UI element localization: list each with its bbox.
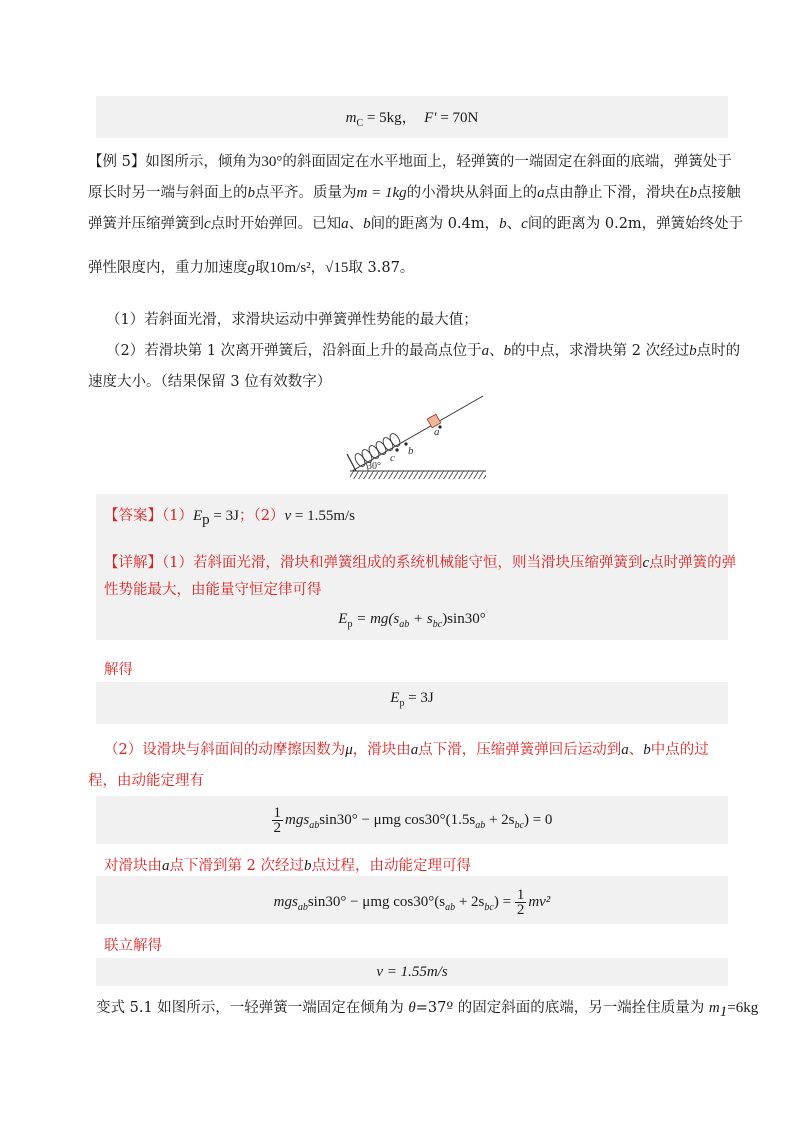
text: bc — [484, 901, 494, 913]
equation-4 — [96, 888, 728, 918]
equation-5 — [96, 962, 728, 982]
point-b: b — [503, 343, 512, 359]
detail-tag: 【详解】 — [104, 555, 162, 571]
point-b: b — [247, 185, 255, 201]
text: = mg(s — [356, 611, 400, 627]
example-line-4 — [88, 258, 414, 278]
point-a: a — [162, 858, 170, 874]
text: （2）设滑块与斜面间的动摩擦因数为 — [104, 742, 346, 758]
detail-line-3 — [104, 740, 709, 760]
mu-symbol: μ — [345, 742, 353, 758]
text: 中点的过 — [650, 742, 709, 758]
m1-symbol: m — [708, 1000, 720, 1016]
text: ，滑块由 — [352, 742, 411, 758]
ep-symbol: E — [192, 508, 203, 524]
text: 点接触 — [697, 185, 741, 201]
equation-2 — [96, 688, 728, 714]
text: 2 — [273, 820, 282, 836]
label-b: b — [408, 445, 414, 457]
angle-label: 30° — [367, 461, 381, 472]
text: E — [390, 690, 400, 706]
text: 弹性限度内，重力加速度 — [88, 260, 248, 276]
text: ) = — [493, 893, 515, 910]
text: 点时的 — [696, 343, 741, 359]
text: 性势能最大，由能量守恒定律可得 — [104, 582, 322, 598]
text: p — [399, 698, 405, 709]
text: （1）若斜面光滑，滑块和弹簧组成的系统机械能守恒，则当滑块压缩弹簧到 — [162, 555, 643, 571]
text: + 2s — [455, 893, 485, 910]
text: = 3J — [408, 690, 434, 706]
point-c: c — [521, 216, 528, 232]
text: 1 — [719, 1003, 728, 1020]
answer-tag: 【答案】 — [104, 508, 162, 524]
mass-symbol: m — [345, 110, 357, 126]
point-a: a — [537, 185, 545, 201]
text: mgs — [285, 811, 310, 828]
text: 点下滑，压缩弹簧弹回后运动到 — [418, 742, 622, 758]
angle-value: 30° — [261, 154, 283, 170]
text: bc — [514, 819, 524, 831]
question-1 — [106, 310, 478, 330]
text: ab — [309, 819, 320, 831]
text: 取 — [255, 260, 270, 276]
gravity-value: 10m/s² — [269, 260, 311, 276]
dot-c — [395, 448, 398, 451]
m1-value: =6kg — [727, 1000, 759, 1016]
text: + 2s — [485, 811, 515, 828]
text: 取 3.87。 — [348, 260, 415, 276]
point-b: b — [303, 858, 312, 874]
text: 1 — [273, 805, 282, 821]
label-c: c — [390, 452, 395, 464]
v-value: = 1.55m/s — [291, 508, 355, 524]
text: 间的距离为 0.2m，弹簧始终处于 — [527, 216, 744, 232]
detail-line-2 — [104, 580, 322, 600]
text: =37º 的固定斜面的底端，另一端拴住质量为 — [415, 1000, 709, 1016]
gravity-symbol: g — [247, 260, 255, 276]
point-b: b — [643, 742, 651, 758]
text: sin30° − μmg cos30°(1.5s — [319, 811, 476, 828]
text: 程，由动能定理有 — [88, 773, 204, 789]
text: 、 — [348, 216, 364, 232]
point-b: b — [689, 185, 698, 201]
fraction-half — [515, 888, 527, 917]
mass-subscript: C — [356, 118, 364, 129]
incline-diagram — [338, 392, 488, 480]
text: 、 — [506, 216, 522, 232]
v-symbol: v — [284, 508, 292, 524]
point-a: a — [410, 742, 419, 758]
text: 点时开始弹回。已知 — [210, 216, 342, 232]
text: 的小滑块从斜面上的 — [406, 185, 538, 201]
text: ab — [399, 619, 410, 630]
text: 点下滑到第 2 次经过 — [169, 858, 304, 874]
point-a: a — [341, 216, 349, 232]
text: 的斜面固定在水平地面上，轻弹簧的一端固定在斜面的底端，弹簧处于 — [282, 154, 732, 170]
text: sin30° − μmg cos30°(s — [307, 893, 446, 910]
text: p — [202, 511, 210, 528]
point-b: b — [363, 216, 371, 232]
text: 如图所示，倾角为 — [145, 154, 262, 170]
question-2-cont — [88, 372, 331, 392]
question-2 — [106, 341, 740, 361]
text: 点由静止下滑，滑块在 — [544, 185, 690, 201]
text: E — [338, 611, 348, 627]
text: ab — [445, 901, 456, 913]
text: ab — [475, 819, 486, 831]
text: 点平齐。质量为 — [255, 185, 357, 201]
text: 、 — [628, 742, 644, 758]
text: ) = 0 — [523, 811, 553, 828]
text: ； — [238, 508, 254, 524]
text: 弹簧并压缩弹簧到 — [88, 216, 204, 232]
text: 1 — [516, 887, 525, 903]
text: 点过程，由动能定理可得 — [311, 858, 471, 874]
variant-line-1 — [96, 998, 758, 1022]
equation-3 — [96, 806, 728, 836]
mass-expr: m = 1kg — [356, 185, 407, 201]
detail-line-4 — [88, 771, 204, 791]
text: 对滑块由 — [104, 858, 162, 874]
mass-value: = 5kg， — [363, 110, 417, 126]
solve-label-2 — [104, 936, 162, 956]
text: 、 — [489, 343, 504, 359]
equation-1 — [96, 609, 728, 635]
text: 原长时另一端与斜面上的 — [88, 185, 248, 201]
text: 的中点，求滑块第 2 次经过 — [511, 343, 690, 359]
point-a: a — [621, 742, 629, 758]
sqrt-15: √15 — [325, 260, 349, 276]
text: （1）若斜面光滑，求滑块运动中弹簧弹性势能的最大值； — [106, 312, 478, 328]
label-a: a — [434, 426, 440, 438]
force-value: = 70N — [436, 110, 479, 126]
text: bc — [432, 619, 443, 630]
text: 点时弹簧的弹 — [649, 555, 737, 571]
text: mv² — [528, 893, 551, 910]
point-b: b — [689, 343, 697, 359]
ground-hatch — [350, 471, 486, 479]
answer-line — [104, 506, 355, 530]
point-a: a — [481, 343, 490, 359]
solve-label-1 — [104, 660, 133, 680]
text: 变式 5.1 如图所示，一轻弹簧一端固定在倾角为 — [96, 1000, 409, 1016]
text: （1） — [162, 508, 193, 524]
point-c: c — [204, 216, 211, 232]
text: )sin30° — [442, 611, 486, 627]
point-b: b — [499, 216, 507, 232]
text: mgs — [273, 893, 298, 910]
detail-line-5 — [104, 856, 471, 876]
example-line-2 — [88, 183, 741, 203]
example-tag: 【例 5】 — [88, 154, 146, 170]
detail-line-1 — [104, 553, 736, 573]
text: 速度大小。（结果保留 3 位有效数字） — [88, 374, 332, 390]
example-line-3 — [88, 214, 743, 234]
text: （2）若滑块第 1 次离开弹簧后，沿斜面上升的最高点位于 — [106, 343, 482, 359]
force-symbol: F′ — [424, 110, 437, 126]
text: （2） — [253, 508, 285, 524]
theta-symbol: θ — [408, 1000, 416, 1016]
fraction-half — [272, 806, 284, 835]
text: ab — [297, 901, 308, 913]
text: v = 1.55m/s — [376, 964, 448, 980]
text: + s — [409, 611, 433, 627]
text: 解得 — [104, 662, 133, 678]
top-formula — [96, 108, 728, 134]
example-line-1 — [88, 152, 732, 172]
text: p — [347, 619, 353, 630]
point-c: c — [642, 555, 650, 571]
text: 2 — [516, 902, 525, 918]
text: 间的距离为 0.4m， — [370, 216, 500, 232]
text: ， — [310, 260, 326, 276]
text: 联立解得 — [104, 938, 162, 954]
ep-value: = 3J — [209, 508, 239, 524]
